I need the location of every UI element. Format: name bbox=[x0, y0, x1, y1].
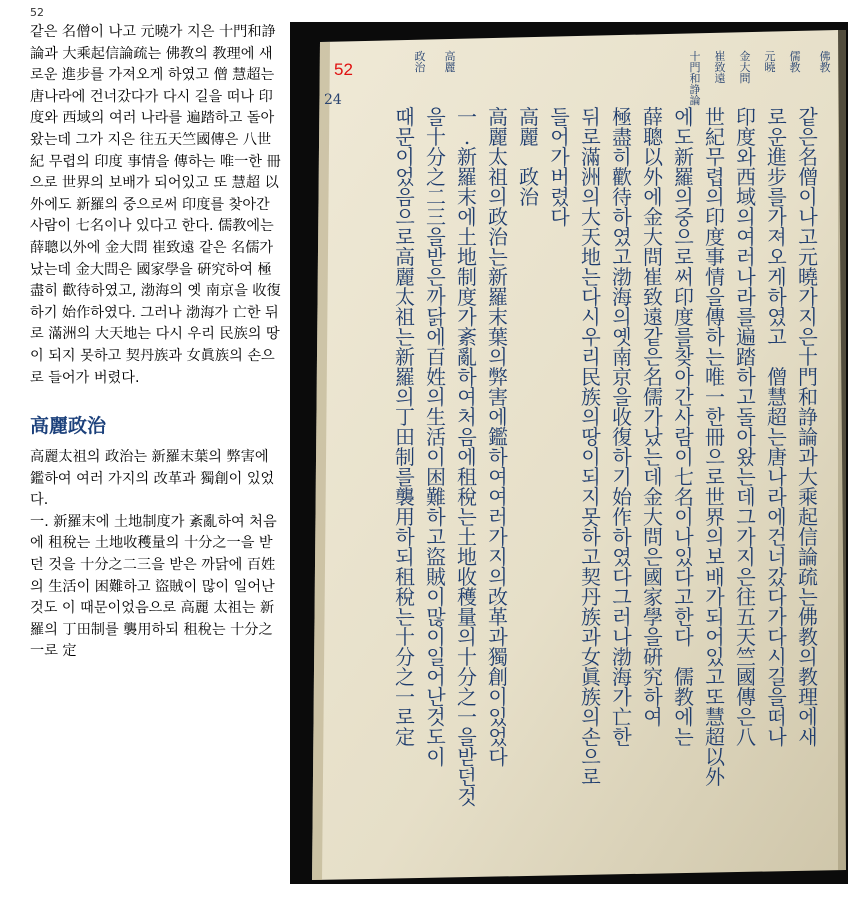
transcription-panel bbox=[30, 22, 285, 663]
transcription-paragraph: 같은 名僧이 나고 元曉가 지은 十門和諍論과 大乘起信論疏는 佛教의 教理에 새로운 進步를 가져오게 하였고 僧 慧超는 唐나라에 건너갔다가 다시 길을 떠나 印度와 西域의 여러 나라를 遍踏하고 돌아왔는데 그가 지은 往五天竺國傳은 八世紀 무렵의 印度 事情을 傳하는 唯一한 冊으로 世界의 보배가 되어있고 또 慧超 以外에도 新羅의 중으로써 印度를 찾아간 사람이 七名이나 있다고 한다. 儒教에는 薛聰以外에 金大問 崔致遠 같은 名儒가 났는데 金大問은 國家學을 硏究하여 極盡히 歡待하였고, 渤海의 옛 南京을 收復하기 始作하였다. 그러나 渤海가 亡한 뒤로 滿洲의 大天地는 다시 우리 民族의 땅이 되지 못하고 契丹族과 女眞族의 손으로 들어가 버렸다. bbox=[30, 24, 281, 386]
manuscript-column: 로 운 進步 를 가 져 오 게 하 였 고 僧慧超 는 唐 나 라 에 건 너 갔 다 가 다 시 길 을 떠 나 bbox=[767, 105, 787, 749]
manuscript-column: 들 어 가 버 렸 다 bbox=[550, 105, 570, 229]
manuscript-column: 薛聰以外 에 金大問崔致遠 같 은 名儒 가 났 는 데 金大問 은 國家學 을 硏究 하 여 bbox=[643, 105, 663, 729]
manuscript-margin-note: 政治 bbox=[414, 49, 426, 74]
manuscript-column: 極盡 히 歡待 하 였 고 渤海 의 옛 南京 을 收復 하 기 始作 하 였 다 그 러 나 渤海 가 亡 한 bbox=[612, 105, 632, 749]
manuscript-column: 高麗太祖 의 政治 는 新羅末葉 의 弊害 에 鑑 하 여 여 러 가 지 의 改革 과 獨創 이 있 었 다 bbox=[488, 105, 508, 769]
manuscript-margin-note: 儒教 bbox=[789, 49, 801, 74]
manuscript-margin-note: 十門和諍論 bbox=[689, 49, 701, 107]
manuscript-column: 뒤 로 滿洲 의 大天地 는 다 시 우 리 民族 의 땅 이 되 지 못 하 고 契丹族 과 女眞族 의 손 으 로 bbox=[581, 105, 601, 789]
manuscript-folio: 24 bbox=[324, 92, 342, 108]
manuscript-image bbox=[290, 22, 848, 884]
page-edge bbox=[838, 30, 846, 870]
manuscript-column: 一.新羅末 에 土地制度 가 紊亂 하 여 처 음 에 租稅 는 土地收穫量 의 十分之一 을 받 던 것 bbox=[457, 105, 477, 809]
manuscript-column: 같 은 名僧 이 나 고 元曉 가 지 은 十門和諍論 과 大乘起信論疏 는 佛教 의 教理 에 새 bbox=[798, 105, 818, 749]
manuscript-column: 世紀 무 렵 의 印度事情 을 傳 하 는 唯一 한 冊 으 로 世界 의 보 배 가 되 어 있 고 또 慧超以外 bbox=[705, 105, 725, 789]
page-number: 52 bbox=[30, 6, 44, 19]
manuscript-column: 때 문 이 었 음 으 로 高麗太祖 는 新羅 의 丁田制 를 襲用 하 되 租稅 는 十分之一 로 定 bbox=[395, 105, 415, 749]
manuscript-column: 에 도 新羅 의 중 으 로 써 印度 를 찾 아 간 사 람 이 七名 이 나 있 다 고 한 다 儒教 에 는 bbox=[674, 105, 694, 749]
manuscript-margin-note: 崔致遠 bbox=[714, 49, 726, 85]
manuscript-column: 印度 와 西域 의 여 러 나 라 를 遍踏 하 고 돌 아 왔 는 데 그 가 지 은 往五天竺國傳 은 八 bbox=[736, 105, 756, 749]
manuscript-margin-note: 元曉 bbox=[764, 49, 776, 74]
transcription-paragraph: 一. 新羅末에 土地制度가 紊亂하여 처음에 租稅는 土地收穫量의 十分之一을 받던 것을 十分之二三을 받은 까닭에 百姓의 生活이 困難하고 盜賊이 많이 일어난 것도 이 때문이었음으로 高麗 太祖는 新羅의 丁田制를 襲用하되 租稅는 十分之一로 定 bbox=[30, 513, 277, 660]
manuscript-column: 을 十分之二三 을 받 은 까 닭 에 百姓 의 生活 이 困難 하 고 盜賊 이 많 이 일 어 난 것 도 이 bbox=[426, 105, 446, 769]
manuscript-margin-note: 佛教 bbox=[819, 49, 831, 74]
paper-page bbox=[312, 30, 846, 880]
manuscript-scan bbox=[290, 22, 848, 884]
manuscript-margin-note: 高麗 bbox=[444, 49, 456, 74]
manuscript-margin-note: 金大問 bbox=[739, 49, 751, 85]
manuscript-column: 高麗 政治 bbox=[519, 105, 539, 209]
manuscript-page-label: 52 bbox=[334, 60, 353, 79]
transcription-paragraph: 高麗太祖의 政治는 新羅末葉의 弊害에 鑑하여 여러 가지의 改革과 獨創이 있었다. bbox=[30, 449, 275, 509]
section-title: 高麗政治 bbox=[30, 415, 107, 438]
